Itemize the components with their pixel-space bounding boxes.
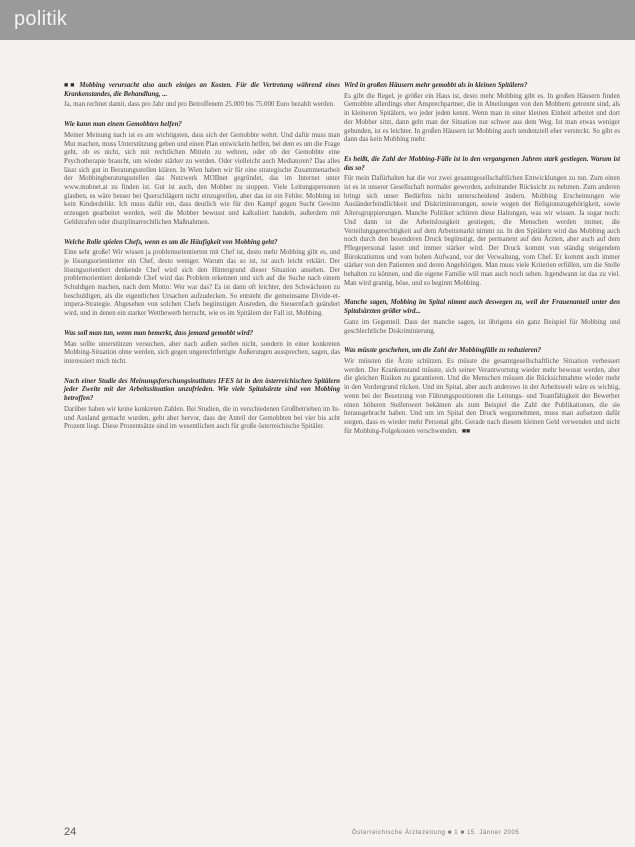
right-column [344, 82, 620, 447]
question: Wie kann man einem Gemobbten helfen? [64, 121, 182, 129]
start-mark: ■■ [64, 82, 77, 89]
answer: Für mein Dafürhalten hat die vor zwei gesamtgesellschaftlichen Entwicklungen zu tun. Zum einen ist es in unserer Gesellschaft normaler geworden, aufeinander Rücksicht zu nehmen. Zum anderen bringt sich unser Bedürfnis nicht unterscheidend ändern. Mobbing Erscheinungen wie Ausländerfeindlichkeit und Diskriminierungen, sowie wegen der Religionszugehörigkeit, sowie Altersgruppierungen. Manche Politiker schüren diese Haltungen, was wir wissen. Ja sogar noch: Und dann ist die Arbeitslosigkeit gestiegen, die Menschen werden immer, die Verteilungsgerechtigkeit auf dem Arbeitsmarkt nimmt zu. In den Spitälern wird das Mobbing auch noch durch den besonderen Druck begünstigt, der permanent auf den Ärzten, aber auch auf dem Pflegepersonal lastet und immer stärker wird. Der Druck kommt von ständig steigendem Bürokratismus und vom hohen Aufwand, vor der Verwaltung, vom Chef. Er kommt auch immer stärker von den Patienten und deren Angehörigen. Man muss viele Kriterien erfüllen, um die Stelle behalten zu können, und die eigene Familie will man auch noch sehen. Irgendwann ist das zu viel. Man wird grantig, böse, und so beginnt Mobbing. [344, 175, 620, 287]
answer: Eine sehr große! Wir wissen ja problemorientierten mit Chef ist, desto mehr Mobbing gibt es, und je lösungsorientierter ein Chef, desto weniger. Warum das so ist, ist auch leicht erklärt. Der lösungsorientiert denkende Chef wird sich den Hintergrund dieser Situation ansehen. Der problemorientiert denkende Chef wird das Problem erkennen und sich auf die Suche nach einem Schuldigen machen, nach dem Motto: Wer war das? Es ist dann oft leichter, den Schwächsten zu beschuldigen, als die eigentlichen Ursachen aufzudecken. So entsteht die gemeinsame Divide-et-impera-Strategie. Abgesehen von solchen Chefs begünstigen Ausreden, die Steuernfach geändert wird, und in denen ein starker Wettbewerb herrscht, wie es im Spitälern der Fall ist, Mobbing. [64, 249, 340, 318]
answer: Meiner Meinung nach ist es am wichtigsten, dass sich der Gemobbte wehrt. Und dafür muss man Mut machen, muss Unterstützung geben und einen Plan entwickeln helfen, bei dem es um die Frage geht, ob es nicht, sich mit rechtlichen Mitteln zu wehren, oder ob der Gemobbte eine Psychotherapie braucht, um wieder stärker zu werden. Oder vielleicht auch Mediatoren? Das alles lässt sich gut in Beratungsstellen klären. In Wien haben wir für eine strategische Zusammenarbeit der Mobbingberatungsstellen das Netzwerk MOBnet gegründet, das im Internet unter www.mobnet.at zu finden ist. Gut ist auch, den Mobber zu stoppen. Viele Leitungspersonen glauben, es wäre besser bei Querschlägern nicht einzugreifen, aber das ist ein Fehler. Mobbing ist kein Kinderdelikt. Ich muss dafür ein, dass deutlich wie für den Kampf gegen Sucht Gewinn erzeugen gearbeitet werden, weil die Mobber bewusst und kalkuliert handeln, außerdem mit Geldstrafen oder disziplinarrechtlichen Maßnahmen. [64, 131, 340, 226]
question: ■■ Mobbing verursacht also auch einiges an Kosten. Für die Vertretung während eines Krankenstandes, die Behandlung, ... [64, 82, 340, 98]
section-label: politik [14, 8, 68, 30]
answer: Darüber haben wir keine konkreten Zahlen. Bei Studien, die in verschiedenen Großbetrieben im In- und Ausland gemacht wurden, geht aber hervor, dass der Anteil der Gemobbten bei vier bis acht Prozent liegt. Diese Prozentsätze sind im wesentlichen auch für große österreichische Spitäler. [64, 405, 340, 431]
question: Was müsste geschehen, um die Zahl der Mobbingfälle zu reduzieren? [344, 347, 542, 355]
answer: Wir müssten die Ärzte schützen. Es müsste die gesamtgesellschaftliche Situation verbessert werden. Der Krankenstand müsste, sich seiner Verantwortung wieder mehr bewusst werden, aber die gleichen Risiken zu garantieren. Und die Menschen müssen die Rücksichtnahme wieder mehr in den Vordergrund rücken. Und im Spital, aber auch anderswo in der Arbeitswelt wäre es wichtig, wenn bei der Besetzung von Führungspositionen die Leitungs- und Teamfähigkeit der Bewerber einen höheren Stellenwert bekämen als zum Beispiel die Zahl der Publikationen, die sie herausgebracht haben. Und um im Spital den Druck wegzunehmen, muss man aufsetzen dafür sorgen, dass es wieder mehr Personal gibt. Gerade nach diesem kleinen Geld verwenden und nicht für Mobbing-Folgekosten verschwenden. ■■ [344, 357, 620, 435]
left-column [64, 82, 340, 443]
question: Manche sagen, Mobbing im Spital nimmt auch deswegen zu, weil der Frauenanteil unter den Spitalsärzten größer wird... [344, 299, 620, 316]
question: Wird in großen Häusern mehr gemobbt als in kleinen Spitälern? [344, 82, 528, 89]
question: Was soll man tun, wenn man bemerkt, dass jemand gemobbt wird? [64, 329, 254, 337]
end-mark: ■■ [461, 427, 471, 435]
journal-name: Österreichische Ärztezeitung ■ 1 ■ 15. Jänner 2005 [352, 830, 520, 836]
answer: Ja, man rechnet damit, dass pro Jahr und pro Betroffenem 25.000 bis 75.000 Euro bezahlt werden. [64, 101, 335, 109]
question: Nach einer Studie des Meinungsforschungsinstitutes IFES ist in den österreichischen Spitälern jeder Zweite mit der Arbeitssituation unzufrieden. Wie viele Spitalsärzte sind von Mobbing betroffen? [64, 377, 340, 403]
question: Es heißt, die Zahl der Mobbing-Fälle ist in den vergangenen Jahren stark gestiegen. Warum ist das so? [344, 155, 620, 172]
section-header [0, 0, 635, 40]
answer: Man sollte unterstützen versuchen, aber nach außen stellen nicht, sondern in einer konkreten Mobbing-Situation ohne werden, sich gegen ungerechtfertigte Äußerungen aussprechen, sagen, das interessiert mich nicht. [64, 340, 340, 365]
page-footer [0, 826, 635, 842]
page-number: 24 [64, 826, 77, 838]
answer: Ganz im Gegenteil. Dass der manche sagen, ist übrigens ein ganz Beispiel für Mobbing und geschlechtliche Diskriminierung. [344, 318, 620, 335]
answer: Es gibt die Regel, je größer ein Haus ist, desto mehr Mobbing gibt es. In großen Häusern finden Gemobbte allerdings eher Ansprechpartner, die in Abteilungen von den Mobbern getrennt sind, als in kleineren Spitälern, wo jeder jeden kennt. Wenn man in einer kleinen Einheit arbeitet und dort der Mobber sitzt, dann geht man der Situation nur schwer aus dem Weg. Ist man etwas weniger gebunden, ist es leichter. In großen Häusern ist Mobbing auch tendenziell eher versteckt. So gibt es dann das kein Mobbing mehr. [344, 92, 620, 144]
question: Welche Rolle spielen Chefs, wenn es um die Häufigkeit von Mobbing geht? [64, 238, 278, 246]
